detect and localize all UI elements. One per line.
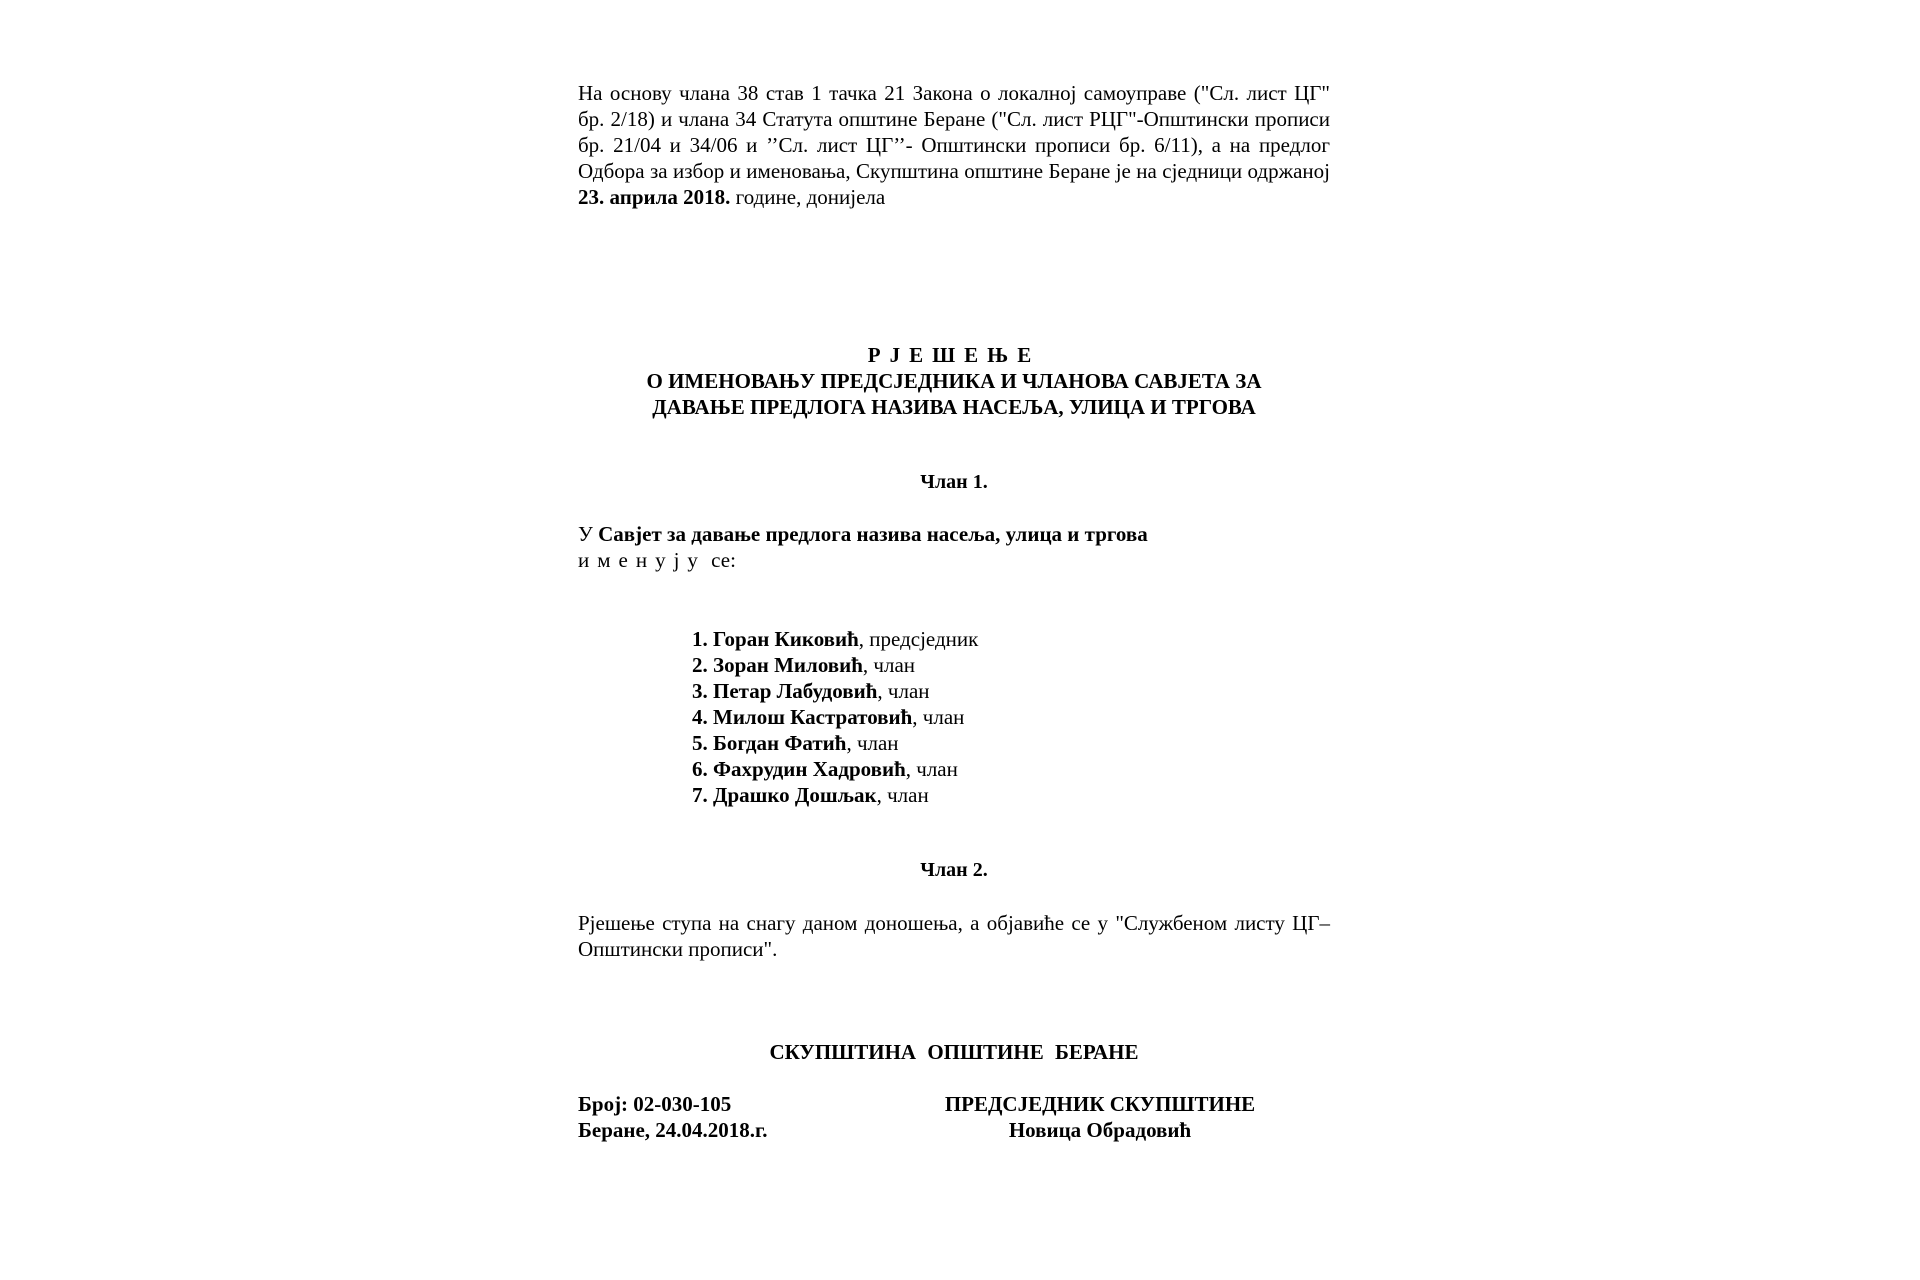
member-number: 5. bbox=[692, 731, 708, 755]
member-number: 7. bbox=[692, 783, 708, 807]
member-number: 2. bbox=[692, 653, 708, 677]
session-date: 23. априла 2018. bbox=[578, 185, 731, 209]
preamble-text: На основу члана 38 став 1 тачка 21 Закона о локалној самоуправе ("Сл. лист ЦГ" бр. 2/18) и члана 34 Статута општине Беране ("Сл. лист РЦГ"-Општински прописи бр. 21/04 и 34/06 и ’’Сл. лист ЦГ’’- Општински прописи бр. 6/11), а на предлог Одбора за избор и именовања, Скупштина општине Беране је на сједници одржаној bbox=[578, 81, 1330, 183]
title-line-1: РЈЕШЕЊЕ bbox=[867, 343, 1041, 367]
member-role: , члан bbox=[905, 757, 958, 781]
title-line-2: О ИМЕНОВАЊУ ПРЕДСЈЕДНИКА И ЧЛАНОВА САВЈЕТА ЗА bbox=[646, 369, 1262, 393]
appoint-suffix: се: bbox=[705, 548, 736, 572]
place-date: Беране, 24.04.2018.г. bbox=[578, 1118, 768, 1142]
title-line-3: ДАВАЊЕ ПРЕДЛОГА НАЗИВА НАСЕЉА, УЛИЦА И ТРГОВА bbox=[652, 395, 1256, 419]
signature-block bbox=[920, 1091, 1280, 1143]
member-name: Драшко Дошљак bbox=[713, 783, 877, 807]
assembly-name: СКУПШТИНА ОПШТИНЕ БЕРАНЕ bbox=[769, 1040, 1139, 1064]
list-item bbox=[692, 730, 978, 756]
member-role: , предсједник bbox=[858, 627, 979, 651]
list-item bbox=[692, 626, 978, 652]
signatory-title: ПРЕДСЈЕДНИК СКУПШТИНЕ bbox=[944, 1092, 1256, 1116]
member-list bbox=[692, 626, 978, 808]
article-1-heading: Члан 1. bbox=[920, 471, 988, 493]
member-role: , члан bbox=[877, 679, 930, 703]
preamble-text-end: године, донијела bbox=[730, 185, 886, 209]
article-2-heading: Члан 2. bbox=[920, 859, 988, 881]
list-item bbox=[692, 756, 978, 782]
member-number: 4. bbox=[692, 705, 708, 729]
member-role: , члан bbox=[912, 705, 965, 729]
reference-number: Број: 02-030-105 bbox=[578, 1092, 732, 1116]
article-2-text: Рјешење ступа на снагу даном доношења, а објавиће се у "Службеном листу ЦГ– Општински прописи". bbox=[578, 911, 1330, 961]
member-number: 6. bbox=[692, 757, 708, 781]
member-name: Зоран Миловић bbox=[713, 653, 863, 677]
list-item bbox=[692, 704, 978, 730]
appoint-word: именују bbox=[578, 548, 706, 572]
signatory-name: Новица Обрадовић bbox=[1008, 1118, 1192, 1142]
member-number: 3. bbox=[692, 679, 708, 703]
member-name: Фахрудин Хадровић bbox=[713, 757, 906, 781]
member-name: Богдан Фатић bbox=[713, 731, 847, 755]
member-name: Милош Кастратовић bbox=[713, 705, 913, 729]
member-name: Петар Лабудовић bbox=[713, 679, 878, 703]
document-title bbox=[578, 342, 1330, 420]
intro-prefix: У bbox=[578, 522, 599, 546]
list-item bbox=[692, 678, 978, 704]
preamble-paragraph bbox=[578, 80, 1330, 210]
article-1-intro bbox=[578, 521, 1330, 573]
member-number: 1. bbox=[692, 627, 708, 651]
list-item bbox=[692, 652, 978, 678]
reference-block bbox=[578, 1091, 767, 1143]
member-role: , члан bbox=[862, 653, 916, 677]
list-item bbox=[692, 782, 978, 808]
member-role: , члан bbox=[846, 731, 899, 755]
member-role: , члан bbox=[876, 783, 929, 807]
member-name: Горан Киковић bbox=[713, 627, 859, 651]
council-name: Савјет за давање предлога назива насеља, улица и тргова bbox=[598, 522, 1148, 546]
